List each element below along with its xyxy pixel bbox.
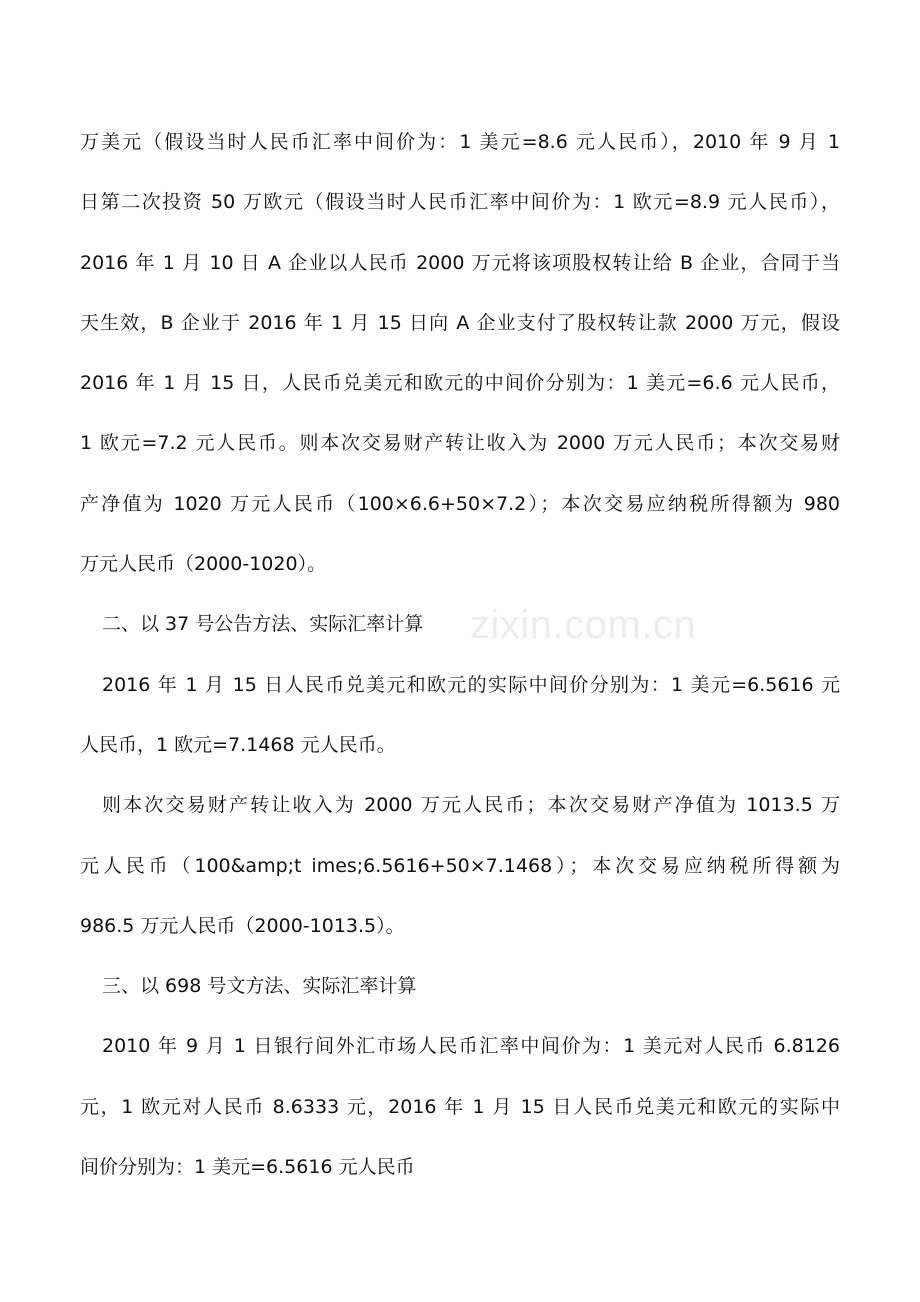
paragraph-2 <box>80 655 840 776</box>
paragraph-4 <box>80 1016 840 1197</box>
text-line: 2016 年 1 月 15 日，人民币兑美元和欧元的中间价分别为：1 美元=6.6 元人民币， <box>80 372 840 395</box>
text-line: 产净值为 1020 万元人民币（100×6.6+50×7.2）；本次交易应纳税所得额为 980 <box>80 492 840 515</box>
text-line: 1 欧元=7.2 元人民币。则本次交易财产转让收入为 2000 万元人民币；本次交易财 <box>80 432 840 455</box>
text-line: 元，1 欧元对人民币 8.6333 元，2016 年 1 月 15 日人民币兑美元和欧元的实际中 <box>80 1095 840 1118</box>
text-line: 间价分别为：1 美元=6.5616 元人民币 <box>80 1156 415 1179</box>
watermark: zixin.com.cn <box>470 603 697 647</box>
text-line: 986.5 万元人民币（2000-1013.5）。 <box>80 914 405 937</box>
text-line: 2016 年 1 月 10 日 A 企业以人民币 2000 万元将该项股权转让给 B 企业，合同于当 <box>80 251 840 274</box>
text-line: 2010 年 9 月 1 日银行间外汇市场人民币汇率中间价为：1 美元对人民币 6.8126 <box>102 1035 840 1058</box>
paragraph-3 <box>80 775 840 956</box>
text-line: 天生效，B 企业于 2016 年 1 月 15 日向 A 企业支付了股权转让款 2000 万元，假设 <box>80 311 840 334</box>
text-line: 日第二次投资 50 万欧元（假设当时人民币汇率中间价为：1 欧元=8.9 元人民币）， <box>80 191 840 214</box>
text-line: 元人民币（100&amp;t imes;6.5616+50×7.1468）；本次交易应纳税所得额为 <box>80 854 840 877</box>
text-line: 万元人民币（2000-1020）。 <box>80 553 327 576</box>
text-line: 人民币，1 欧元=7.1468 元人民币。 <box>80 733 396 756</box>
text-line: 则本次交易财产转让收入为 2000 万元人民币；本次交易财产净值为 1013.5 万 <box>102 794 840 817</box>
section-heading-3: 三、以 698 号文方法、实际汇率计算 <box>102 975 417 998</box>
text-line: 2016 年 1 月 15 日人民币兑美元和欧元的实际中间价分别为：1 美元=6.5616 元 <box>102 673 840 696</box>
text-line: 万美元（假设当时人民币汇率中间价为：1 美元=8.6 元人民币），2010 年 9 月 1 <box>80 131 840 153</box>
document-body <box>80 112 840 1197</box>
paragraph-1 <box>80 112 840 594</box>
section-heading-2: 二、以 37 号公告方法、实际汇率计算 <box>102 613 424 636</box>
